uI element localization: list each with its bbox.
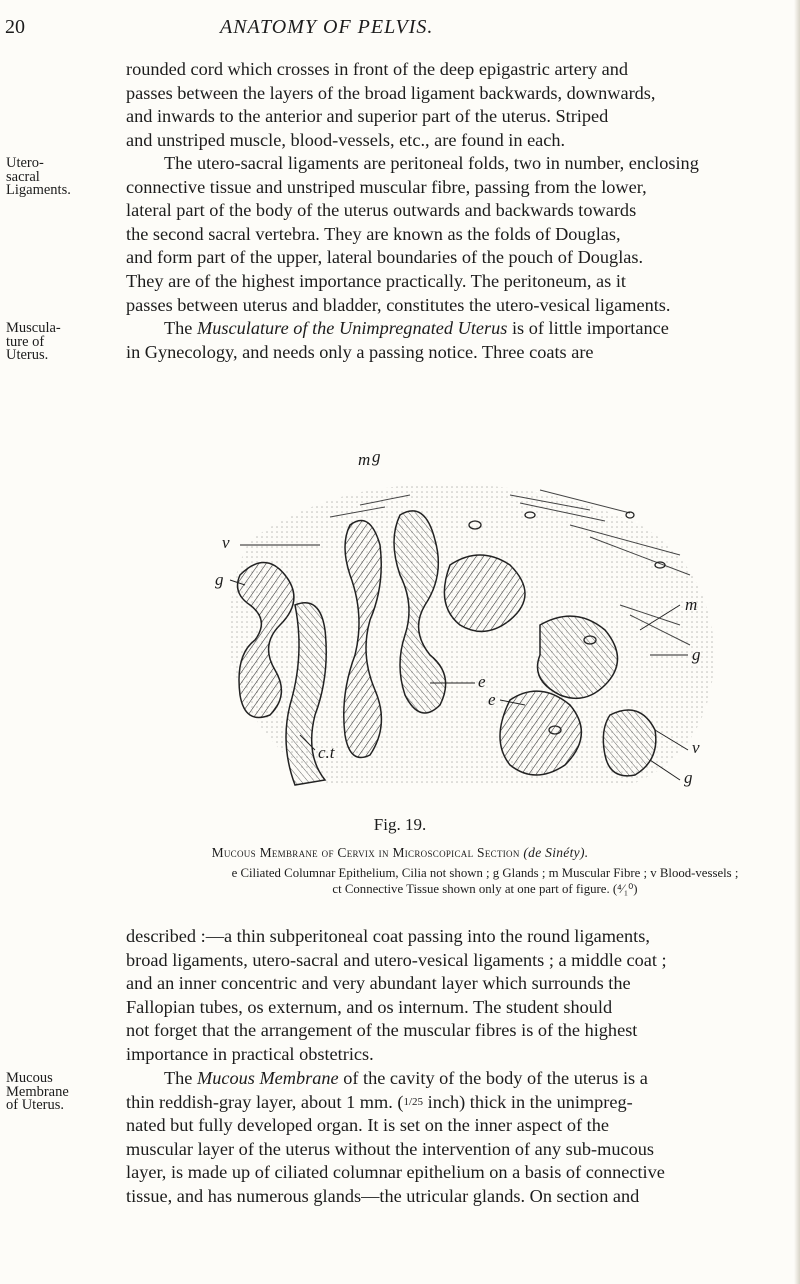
label-v-right: v (692, 738, 700, 757)
figure-cervix-section (210, 447, 730, 790)
text-line: thin reddish-gray layer, about 1 mm. (1/25 inch) thick in the unimpreg- (126, 1091, 633, 1112)
text-line: the second sacral vertebra. They are known as the folds of Douglas, (126, 223, 621, 244)
text-line: tissue, and has numerous glands—the utricular glands. On section and (126, 1185, 640, 1206)
text-line: passes between uterus and bladder, constitutes the utero-vesical ligaments. (126, 294, 671, 315)
page-number: 20 (5, 16, 25, 38)
label-m-right: m (685, 595, 698, 614)
figure-legend: e Ciliated Columnar Epithelium, Cilia not shown ; g Glands ; m Muscular Fibre ; v Blood-vessels ; ct Connective Tissue shown only at one part of figure. (⁴⁄₁⁰) (231, 866, 739, 896)
text-line: rounded cord which crosses in front of the deep epigastric artery and (126, 59, 629, 79)
text-line: importance in practical obstetrics. (126, 1043, 374, 1064)
text-line: broad ligaments, utero-sacral and utero-vesical ligaments ; a middle coat ; (126, 949, 667, 970)
label-g-left: g (215, 570, 224, 589)
label-v-left: v (222, 533, 230, 552)
text-line: described :—a thin subperitoneal coat passing into the round ligaments, (126, 926, 650, 946)
magnification: (⁴⁄₁⁰) (612, 882, 638, 896)
text-line: in Gynecology, and needs only a passing notice. Three coats are (126, 341, 594, 362)
label-e-center: e (478, 672, 486, 691)
margin-note-mucous-membrane: Mucous Membrane of Uterus. (6, 1070, 69, 1113)
page-edge-shadow (794, 0, 800, 1284)
italic-term: Musculature of the Unimpregnated Uterus (197, 318, 508, 338)
paragraph-round-ligament (126, 58, 776, 152)
text-line: and form part of the upper, lateral boundaries of the pouch of Douglas. (126, 247, 644, 268)
label-e-right: e (488, 690, 496, 709)
text-line: The utero-sacral ligaments are peritoneal folds, two in number, enclosing (164, 153, 699, 173)
margin-note-utero-sacral: Utero- sacral Ligaments. (6, 155, 71, 198)
label-g-top: g (372, 447, 381, 466)
label-ct: c.t (318, 743, 335, 762)
text-line: not forget that the arrangement of the muscular fibres is of the highest (126, 1020, 638, 1041)
text-line: and inwards to the anterior and superior part of the uterus. Striped (126, 106, 609, 127)
running-title: ANATOMY OF PELVIS. (220, 16, 434, 38)
microscopic-section-illustration (210, 455, 730, 790)
text-line: muscular layer of the uterus without the intervention of any sub-mucous (126, 1138, 654, 1159)
text-line: and unstriped muscle, blood-vessels, etc., are found in each. (126, 129, 566, 150)
label-g-right: g (692, 645, 701, 664)
text-line: passes between the layers of the broad ligament backwards, downwards, (126, 82, 656, 103)
text-line: The Mucous Membrane of the cavity of the body of the uterus is a (164, 1068, 648, 1088)
label-m-top: m (358, 450, 371, 469)
fraction: 1/25 (403, 1095, 424, 1108)
text-line: connective tissue and unstriped muscular fibre, passing from the lower, (126, 176, 647, 197)
text-line: and an inner concentric and very abundant layer which surrounds the (126, 973, 631, 994)
text-line: Fallopian tubes, os externum, and os internum. The student should (126, 996, 613, 1017)
text-line: They are of the highest importance practically. The peritoneum, as it (126, 270, 627, 291)
italic-term: Mucous Membrane (197, 1068, 339, 1088)
text-line: The Musculature of the Unimpregnated Uterus is of little importance (164, 318, 669, 338)
label-g-bottom: g (684, 768, 693, 787)
text-line: layer, is made up of ciliated columnar epithelium on a basis of connective (126, 1162, 665, 1183)
paragraph-three-coats (126, 925, 776, 1067)
paragraph-musculature (126, 317, 776, 364)
figure-title: Fig. 19. (373, 815, 427, 834)
paragraph-utero-sacral-ligaments (126, 152, 776, 317)
text-line: lateral part of the body of the uterus outwards and backwards towards (126, 200, 637, 221)
page-header (0, 12, 800, 42)
figure-caption: Mucous Membrane of Cervix in Microscopical Section (de Sinéty). (211, 845, 589, 860)
paragraph-mucous-membrane (126, 1067, 776, 1209)
text-line: nated but fully developed organ. It is set on the inner aspect of the (126, 1115, 609, 1136)
margin-note-musculature: Muscula- ture of Uterus. (6, 320, 61, 363)
